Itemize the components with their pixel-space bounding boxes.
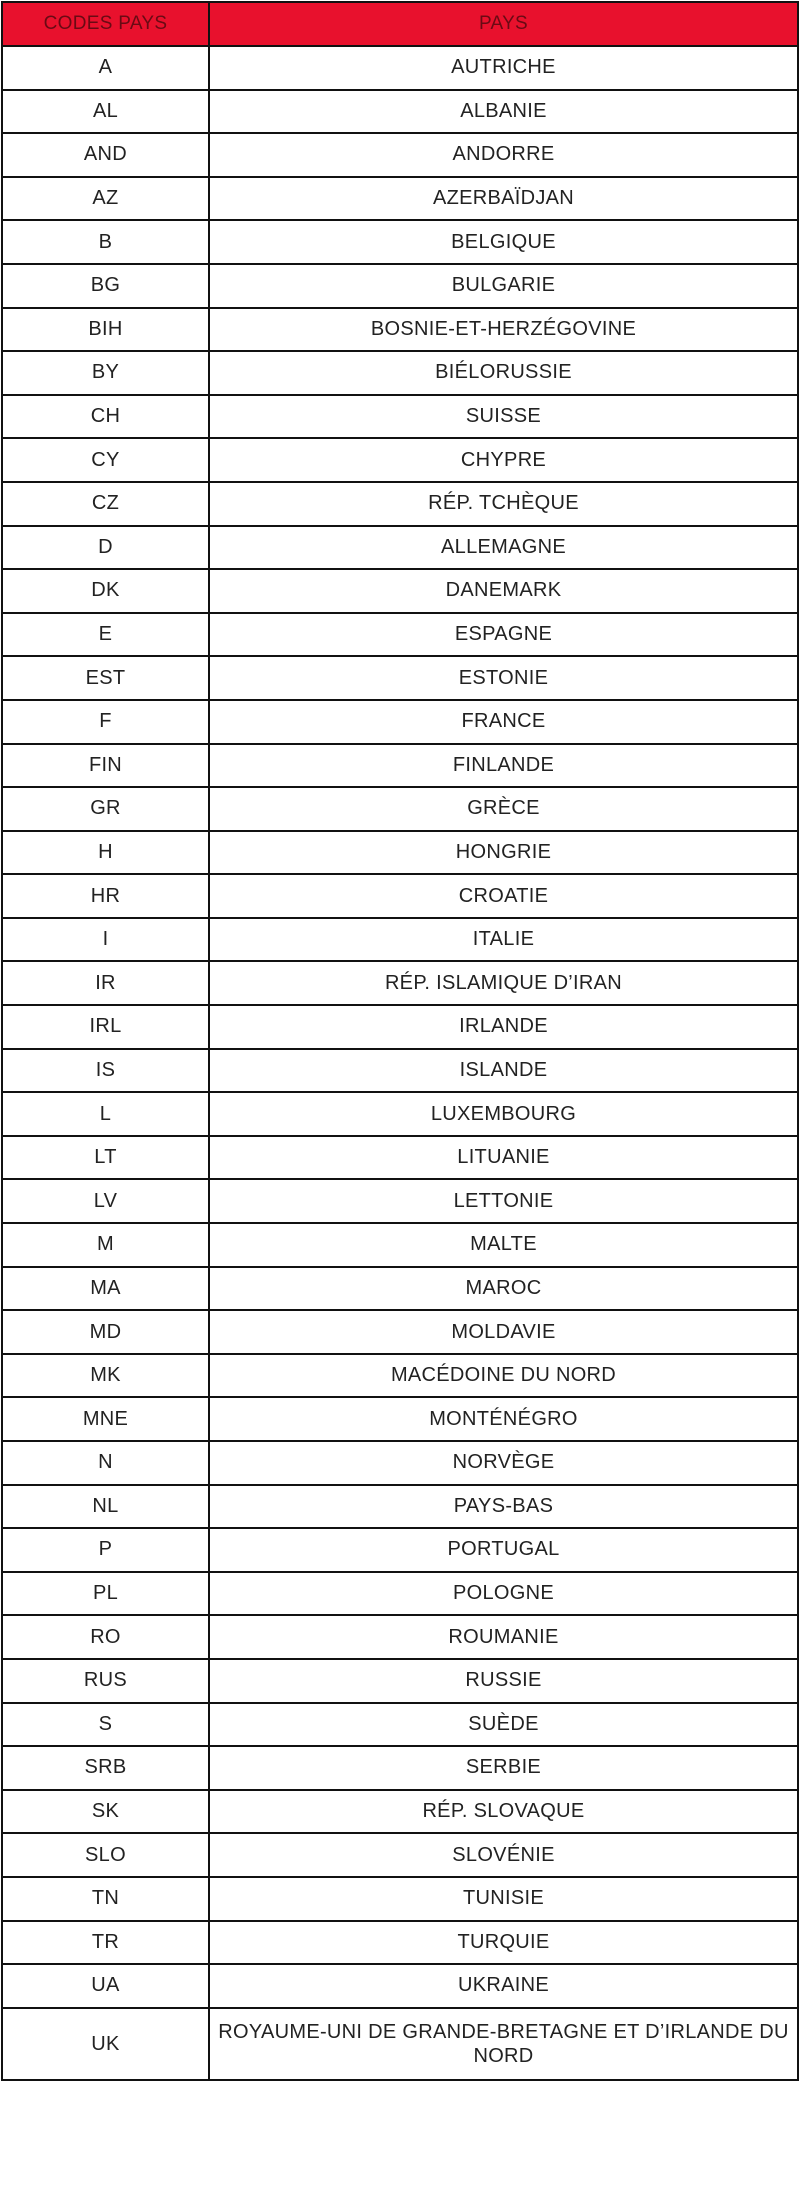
table-row — [2, 1397, 798, 1441]
table-row — [2, 133, 798, 177]
country-code-cell: E — [2, 613, 209, 657]
table-row — [2, 874, 798, 918]
country-name-cell: PORTUGAL — [209, 1528, 798, 1572]
country-name-cell: ISLANDE — [209, 1049, 798, 1093]
country-code-cell: RUS — [2, 1659, 209, 1703]
country-code-cell: MNE — [2, 1397, 209, 1441]
country-code-cell: PL — [2, 1572, 209, 1616]
country-code-cell: S — [2, 1703, 209, 1747]
country-name-cell: HONGRIE — [209, 831, 798, 875]
table-row — [2, 1092, 798, 1136]
table-row — [2, 1485, 798, 1529]
country-name-cell: LETTONIE — [209, 1179, 798, 1223]
country-name-cell: SERBIE — [209, 1746, 798, 1790]
table-row — [2, 1179, 798, 1223]
table-row — [2, 177, 798, 221]
table-row — [2, 918, 798, 962]
country-name-cell: NORVÈGE — [209, 1441, 798, 1485]
table-row — [2, 1877, 798, 1921]
country-name-cell: BELGIQUE — [209, 220, 798, 264]
table-row — [2, 1310, 798, 1354]
country-code-cell: L — [2, 1092, 209, 1136]
country-code-cell: BG — [2, 264, 209, 308]
country-code-cell: IR — [2, 961, 209, 1005]
country-code-cell: FIN — [2, 744, 209, 788]
country-name-cell: MONTÉNÉGRO — [209, 1397, 798, 1441]
country-name-cell: ROUMANIE — [209, 1615, 798, 1659]
table-header — [2, 2, 798, 46]
country-name-cell: MOLDAVIE — [209, 1310, 798, 1354]
country-name-cell: RÉP. ISLAMIQUE D’IRAN — [209, 961, 798, 1005]
country-code-cell: EST — [2, 656, 209, 700]
country-code-cell: RO — [2, 1615, 209, 1659]
table-row — [2, 1049, 798, 1093]
country-code-cell: M — [2, 1223, 209, 1267]
table-row — [2, 351, 798, 395]
country-code-cell: DK — [2, 569, 209, 613]
country-name-cell: SUISSE — [209, 395, 798, 439]
table-row — [2, 961, 798, 1005]
table-row — [2, 744, 798, 788]
country-name-cell: SLOVÉNIE — [209, 1833, 798, 1877]
table-row — [2, 1136, 798, 1180]
country-code-cell: MK — [2, 1354, 209, 1398]
country-name-cell: FRANCE — [209, 700, 798, 744]
country-code-cell: AZ — [2, 177, 209, 221]
country-name-cell: MACÉDOINE DU NORD — [209, 1354, 798, 1398]
country-code-cell: MA — [2, 1267, 209, 1311]
table-row — [2, 1572, 798, 1616]
country-name-cell: LITUANIE — [209, 1136, 798, 1180]
country-codes-table — [1, 1, 799, 2081]
table-row — [2, 1267, 798, 1311]
country-name-cell: BULGARIE — [209, 264, 798, 308]
country-code-cell: TN — [2, 1877, 209, 1921]
table-row — [2, 1354, 798, 1398]
country-code-cell: CZ — [2, 482, 209, 526]
country-code-cell: IRL — [2, 1005, 209, 1049]
country-code-cell: NL — [2, 1485, 209, 1529]
country-name-cell: RÉP. TCHÈQUE — [209, 482, 798, 526]
country-code-cell: BIH — [2, 308, 209, 352]
country-name-cell: RÉP. SLOVAQUE — [209, 1790, 798, 1834]
country-code-cell: A — [2, 46, 209, 90]
table-row — [2, 220, 798, 264]
country-name-cell: BIÉLORUSSIE — [209, 351, 798, 395]
table-row — [2, 46, 798, 90]
header-row — [2, 2, 798, 46]
header-codes-pays: CODES PAYS — [2, 2, 209, 46]
table-row — [2, 308, 798, 352]
country-code-cell: P — [2, 1528, 209, 1572]
table-row — [2, 395, 798, 439]
country-name-cell: TURQUIE — [209, 1921, 798, 1965]
country-code-cell: SLO — [2, 1833, 209, 1877]
country-name-cell: IRLANDE — [209, 1005, 798, 1049]
table-row — [2, 1528, 798, 1572]
table-row — [2, 1921, 798, 1965]
header-pays: PAYS — [209, 2, 798, 46]
country-name-cell: ANDORRE — [209, 133, 798, 177]
country-code-cell: SRB — [2, 1746, 209, 1790]
country-code-cell: TR — [2, 1921, 209, 1965]
country-name-cell: GRÈCE — [209, 787, 798, 831]
country-name-cell: AZERBAÏDJAN — [209, 177, 798, 221]
country-name-cell: DANEMARK — [209, 569, 798, 613]
table-row — [2, 90, 798, 134]
country-name-cell: CROATIE — [209, 874, 798, 918]
table-row — [2, 700, 798, 744]
country-code-cell: UA — [2, 1964, 209, 2008]
table-row — [2, 1005, 798, 1049]
country-name-cell: ITALIE — [209, 918, 798, 962]
table-row — [2, 656, 798, 700]
country-code-cell: BY — [2, 351, 209, 395]
table-row — [2, 438, 798, 482]
table-row — [2, 1746, 798, 1790]
table-row — [2, 1223, 798, 1267]
table-row — [2, 2008, 798, 2080]
country-code-cell: CH — [2, 395, 209, 439]
country-code-cell: D — [2, 526, 209, 570]
table-row — [2, 1790, 798, 1834]
table-row — [2, 831, 798, 875]
country-name-cell: ESPAGNE — [209, 613, 798, 657]
country-name-cell: BOSNIE-ET-HERZÉGOVINE — [209, 308, 798, 352]
country-name-cell: POLOGNE — [209, 1572, 798, 1616]
table-row — [2, 482, 798, 526]
country-code-cell: IS — [2, 1049, 209, 1093]
country-code-cell: MD — [2, 1310, 209, 1354]
country-name-cell: SUÈDE — [209, 1703, 798, 1747]
table-row — [2, 526, 798, 570]
country-code-cell: F — [2, 700, 209, 744]
country-name-cell: PAYS-BAS — [209, 1485, 798, 1529]
country-name-cell: MALTE — [209, 1223, 798, 1267]
country-code-cell: B — [2, 220, 209, 264]
country-name-cell: RUSSIE — [209, 1659, 798, 1703]
country-name-cell: ALLEMAGNE — [209, 526, 798, 570]
table-row — [2, 264, 798, 308]
table-body — [2, 46, 798, 2080]
table-row — [2, 1833, 798, 1877]
country-name-cell: ROYAUME-UNI DE GRANDE-BRETAGNE ET D’IRLANDE DU NORD — [209, 2008, 798, 2080]
country-name-cell: UKRAINE — [209, 1964, 798, 2008]
country-code-cell: N — [2, 1441, 209, 1485]
country-name-cell: ESTONIE — [209, 656, 798, 700]
table-row — [2, 1441, 798, 1485]
country-name-cell: LUXEMBOURG — [209, 1092, 798, 1136]
country-name-cell: ALBANIE — [209, 90, 798, 134]
country-code-cell: HR — [2, 874, 209, 918]
country-code-cell: UK — [2, 2008, 209, 2080]
table-row — [2, 569, 798, 613]
table-row — [2, 613, 798, 657]
country-code-cell: GR — [2, 787, 209, 831]
country-code-cell: LT — [2, 1136, 209, 1180]
country-code-cell: H — [2, 831, 209, 875]
table-row — [2, 1659, 798, 1703]
table-row — [2, 1964, 798, 2008]
country-code-cell: AL — [2, 90, 209, 134]
country-code-cell: SK — [2, 1790, 209, 1834]
country-name-cell: CHYPRE — [209, 438, 798, 482]
table-row — [2, 1703, 798, 1747]
country-name-cell: TUNISIE — [209, 1877, 798, 1921]
country-name-cell: AUTRICHE — [209, 46, 798, 90]
country-code-cell: CY — [2, 438, 209, 482]
country-name-cell: MAROC — [209, 1267, 798, 1311]
country-name-cell: FINLANDE — [209, 744, 798, 788]
table-row — [2, 1615, 798, 1659]
country-code-cell: AND — [2, 133, 209, 177]
country-code-cell: LV — [2, 1179, 209, 1223]
table-row — [2, 787, 798, 831]
country-code-cell: I — [2, 918, 209, 962]
